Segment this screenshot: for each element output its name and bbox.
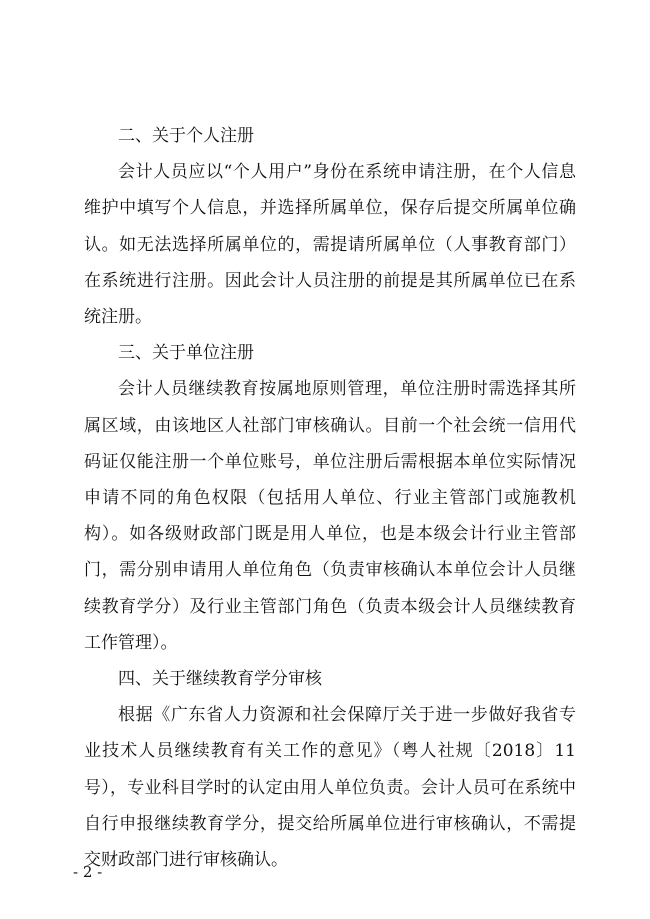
section-paragraph-personal-registration: 会计人员应以“个人用户”身份在系统申请注册，在个人信息维护中填写个人信息，并选择所属单位，保存后提交所属单位确认。如无法选择所属单位的，需提请所属单位（人事教育部门）在系统进行注册。因此会计人员注册的前提是其所属单位已在系统注册。: [84, 162, 576, 328]
section-paragraph-credit-review: 根据《广东省人力资源和社会保障厅关于进一步做好我省专业技术人员继续教育有关工作的意见》（粤人社规〔2018〕11号），专业科目学时的认定由用人单位负责。会计人员可在系统中自行申报继续教育学分，提交给所属单位进行审核确认，不需提交财政部门进行审核确认。: [84, 705, 576, 871]
section-heading-unit-registration: 三、关于单位注册: [118, 343, 254, 364]
page-number: - 2 -: [73, 863, 103, 881]
section-paragraph-unit-registration: 会计人员继续教育按属地原则管理，单位注册时需选择其所属区域，由该地区人社部门审核确认。目前一个社会统一信用代码证仅能注册一个单位账号，单位注册后需根据本单位实际情况申请不同的角色权限（包括用人单位、行业主管部门或施教机构）。如各级财政部门既是用人单位，也是本级会计行业主管部门，需分别申请用人单位角色（负责审核确认本单位会计人员继续教育学分）及行业主管部门角色（负责本级会计人员继续教育工作管理）。: [84, 379, 576, 653]
document-body: [84, 118, 576, 878]
section-heading-credit-review: 四、关于继续教育学分审核: [118, 669, 322, 690]
section-heading-personal-registration: 二、关于个人注册: [118, 126, 254, 146]
